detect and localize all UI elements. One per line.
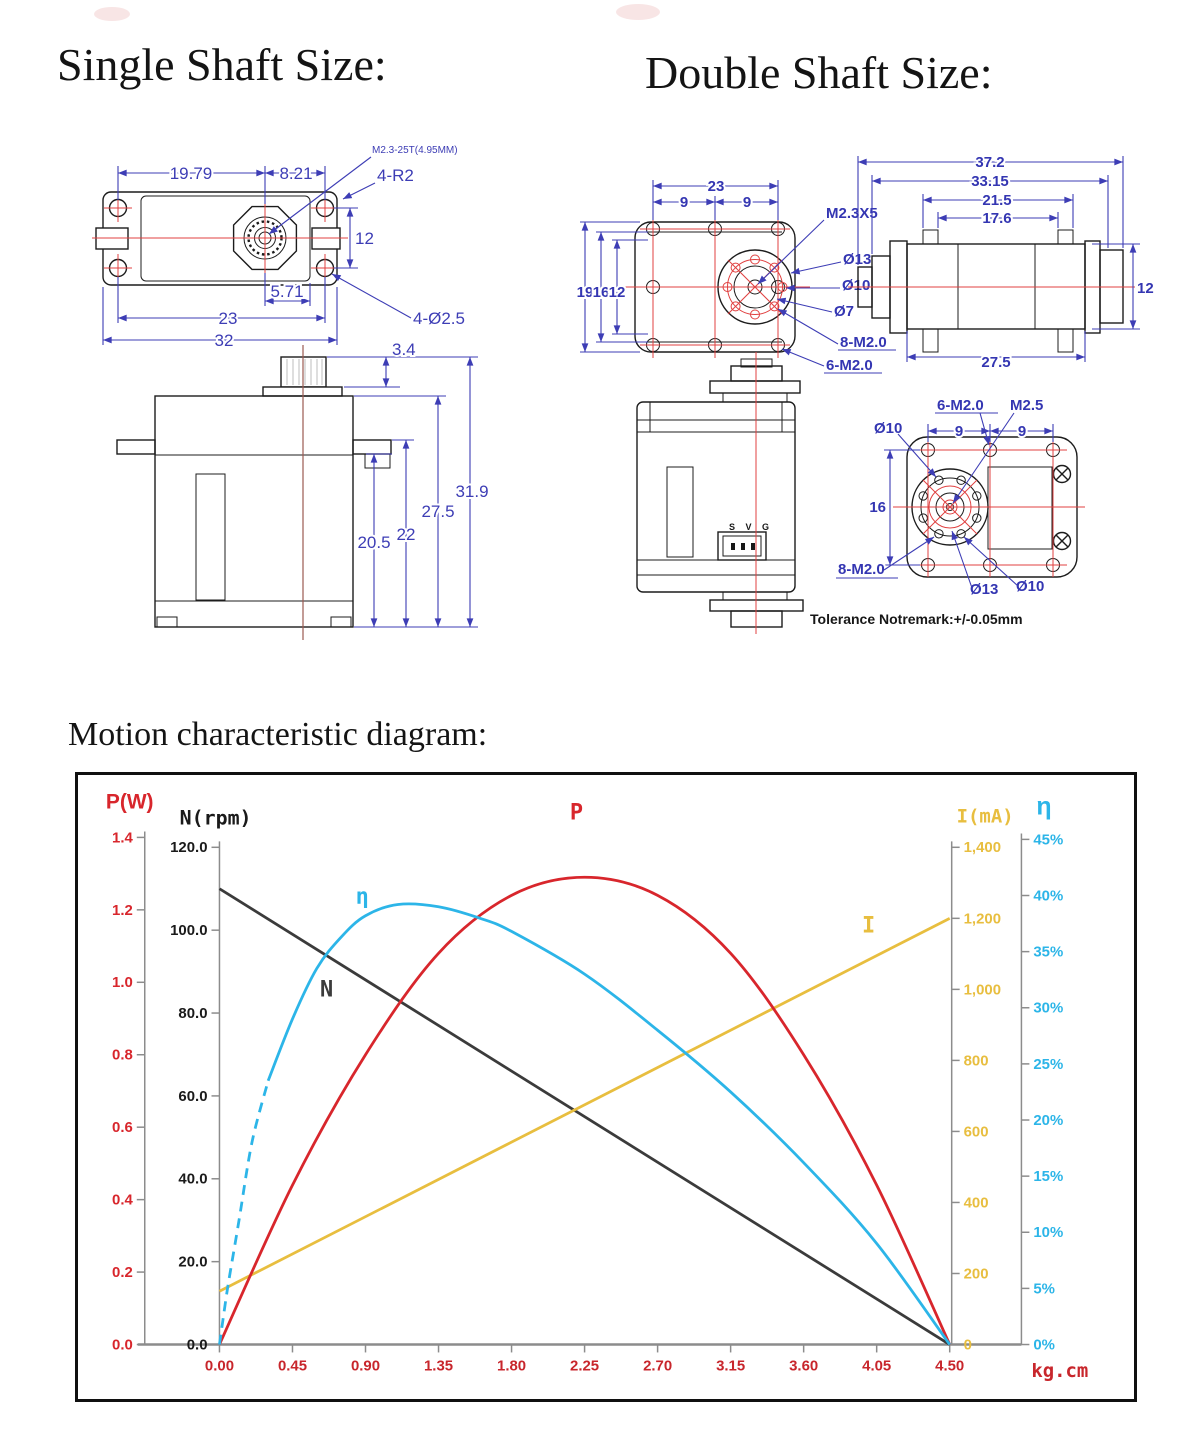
y-tick-label-I: 1,200 [963,911,1002,928]
x-tick-label: 3.60 [789,1358,819,1375]
y-tick-label-P: 0.0 [112,1337,133,1354]
x-tick-label: 0.00 [204,1358,234,1375]
dim-label: 3.4 [392,340,416,359]
dim-label: 37.2 [975,154,1005,171]
dim-label: M2.3X5 [826,205,878,222]
dim-label: M2.5 [1010,397,1044,414]
dim-label: 9 [1017,423,1027,440]
x-tick-label: 4.50 [935,1358,965,1375]
y-tick-label-eta: 10% [1033,1225,1064,1242]
dim-label: 9 [679,194,689,211]
y-tick-label-eta: 35% [1033,944,1064,961]
series-label-eta: η [355,884,369,910]
y-tick-label-I: 1,000 [963,982,1002,999]
y-tick-label-I: 1,400 [963,840,1002,857]
y-tick-label-P: 0.4 [112,1192,133,1209]
dim-label: Ø10 [842,277,871,294]
x-axis-label: kg.cm [1031,1360,1089,1383]
x-tick-label: 0.45 [277,1358,308,1375]
dim-label: 23 [707,178,725,195]
dim-label: 31.9 [455,482,489,501]
cad-drawings [0,0,1200,700]
dim-label: M2.3-25T(4.95MM) [372,145,458,156]
motion-diagram-title: Motion characteristic diagram: [68,716,488,753]
tolerance-note: Tolerance Notremark:+/-0.05mm [810,611,1023,627]
dim-label: Ø10 [1016,578,1045,595]
chart-series-P [219,877,949,1344]
y-tick-label-eta: 45% [1033,832,1064,849]
y-tick-label-eta: 5% [1033,1281,1055,1298]
motion-chart-svg [78,775,1134,1399]
y-tick-label-eta: 30% [1033,1000,1064,1017]
double-shaft-front-view [577,178,896,374]
dim-label: Ø10 [874,420,903,437]
dim-label: 32 [214,331,234,350]
y-tick-label-P: 0.6 [112,1120,133,1137]
y-tick-label-P: 0.8 [112,1047,133,1064]
y-tick-label-N: 40.0 [178,1171,208,1188]
dim-label: 5.71 [270,282,304,301]
x-tick-label: 4.05 [862,1358,892,1375]
y-tick-label-eta: 0% [1033,1337,1055,1354]
double-shaft-side-view [848,154,1154,371]
dim-label: Ø13 [970,581,999,598]
x-tick-label: 2.70 [643,1358,673,1375]
single-shaft-top-view [92,145,465,350]
dim-label: 9 [954,423,964,440]
dim-label: 6-M2.0 [826,357,873,374]
dim-label: 12 [608,284,626,301]
dim-label: Ø13 [843,251,872,268]
y-tick-label-I: 200 [963,1266,989,1283]
motion-chart [75,772,1137,1402]
dim-label: 8-M2.0 [838,561,885,578]
y-tick-label-P: 0.2 [112,1265,133,1282]
y-axis-label-eta: η [1036,793,1052,821]
y-tick-label-N: 0.0 [186,1337,208,1354]
y-tick-label-eta: 25% [1033,1056,1064,1073]
dim-label: 17.6 [982,210,1012,227]
dim-label: 19.79 [169,164,213,183]
y-tick-label-N: 60.0 [178,1088,208,1105]
dim-label: 16 [869,499,886,516]
dim-label: 12 [1137,280,1154,297]
dim-label: 16 [592,284,610,301]
dim-label: 19 [576,284,594,301]
x-tick-label: 2.25 [570,1358,600,1375]
dim-label: 23 [218,309,238,328]
y-tick-label-I: 400 [963,1195,989,1212]
dim-label: 8-M2.0 [840,334,887,351]
y-axis-label-N: N(rpm) [179,806,252,830]
single-shaft-title: Single Shaft Size: [57,39,387,90]
y-tick-label-P: 1.4 [112,830,133,847]
dim-label: 21.5 [982,192,1012,209]
dim-label: 9 [742,194,752,211]
y-axis-label-I: I(mA) [956,805,1014,828]
y-axis-label-P: P(W) [105,790,154,814]
dim-label: 12 [355,229,374,248]
y-tick-label-N: 100.0 [170,923,208,940]
y-tick-label-I: 600 [963,1124,989,1141]
y-tick-label-eta: 40% [1033,888,1064,905]
dim-label: 22 [396,525,416,544]
dim-label: Ø7 [834,303,855,320]
y-tick-label-eta: 20% [1033,1113,1064,1129]
x-tick-label: 3.15 [716,1358,746,1375]
chart-series-eta-dashed [219,1081,268,1345]
watermark-mark [94,7,130,21]
series-label-P: P [569,800,584,826]
double-shaft-title: Double Shaft Size: [645,47,993,98]
double-shaft-connector-view [637,352,803,634]
y-tick-label-P: 1.2 [112,902,133,919]
dim-label: 27.5 [421,502,455,521]
double-shaft-rear-view [810,397,1085,627]
dim-label: 4-Ø2.5 [413,309,465,328]
single-shaft-side-view [117,340,489,640]
x-tick-label: 1.80 [497,1358,527,1375]
series-label-I: I [861,913,876,939]
y-tick-label-N: 120.0 [170,840,208,857]
y-tick-label-eta: 15% [1033,1169,1064,1186]
dim-label: 20.5 [357,533,391,552]
dim-label: 27.5 [981,354,1011,371]
y-tick-label-P: 1.0 [112,975,133,992]
watermark-mark [616,4,660,20]
series-label-N: N [319,977,334,1003]
dim-label: 6-M2.0 [937,397,984,414]
connector-pin-labels: S V G [729,522,774,532]
x-tick-label: 0.90 [350,1358,381,1375]
dim-label: 33.15 [971,173,1009,190]
y-tick-label-I: 800 [963,1053,989,1070]
dim-label: 4-R2 [377,166,414,185]
y-tick-label-I: 0 [963,1337,972,1354]
x-tick-label: 1.35 [424,1358,454,1375]
y-tick-label-N: 80.0 [178,1006,208,1022]
dim-label: 8.21 [279,164,313,183]
y-tick-label-N: 20.0 [178,1254,208,1271]
